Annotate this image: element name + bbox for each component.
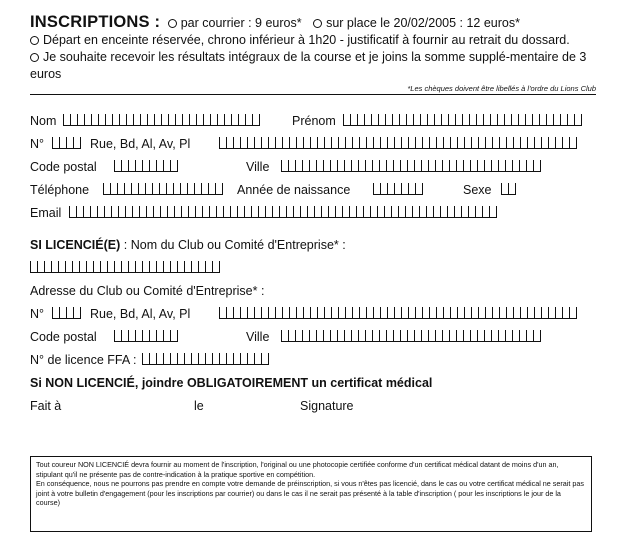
club-name-label: : Nom du Club ou Comité d'Entreprise* : (123, 238, 346, 252)
medical-disclaimer-box (30, 456, 592, 532)
registration-title: INSCRIPTIONS : (30, 13, 161, 31)
fait-a-label: Fait à (30, 399, 62, 413)
club-name-row (30, 257, 596, 280)
results-option-radio[interactable] (30, 53, 39, 62)
birth-year-input[interactable] (373, 183, 423, 195)
numero-input[interactable] (52, 137, 81, 149)
club-numero-label: N° (30, 307, 45, 321)
nom-label: Nom (30, 114, 57, 128)
club-address-label-row (30, 280, 596, 303)
prenom-label: Prénom (292, 114, 336, 128)
onsite-option-radio[interactable] (313, 19, 322, 28)
phone-row (30, 179, 596, 202)
prenom-input[interactable] (343, 114, 582, 126)
street-type-label: Rue, Bd, Al, Av, Pl (90, 137, 191, 151)
disclaimer-paragraph-1: Tout coureur NON LICENCIÉ devra fournir au moment de l'inscription, l'original ou une photocopie certifiée conforme d'un certificat médical datant de moins d'un an, stipulant qu'il ne présente pas de contre-indication à la pratique sportive en compétition. (36, 460, 559, 479)
date-label: le (194, 399, 204, 413)
phone-input[interactable] (103, 183, 223, 195)
club-postal-code-label: Code postal (30, 330, 97, 344)
postal-code-label: Code postal (30, 160, 97, 174)
street-row (30, 133, 596, 156)
club-street-type-label: Rue, Bd, Al, Av, Pl (90, 307, 191, 321)
ville-label: Ville (246, 160, 270, 174)
club-address-label: Adresse du Club ou Comité d'Entreprise* : (30, 284, 265, 298)
club-ville-label: Ville (246, 330, 270, 344)
non-licence-notice: Si NON LICENCIÉ, joindre OBLIGATOIREMENT un certificat médical (30, 376, 433, 390)
mail-option-label: par courrier : 9 euros* (180, 16, 302, 30)
non-licence-row (30, 372, 596, 395)
registration-heading (30, 14, 596, 32)
postal-code-input[interactable] (114, 160, 178, 172)
club-numero-input[interactable] (52, 307, 81, 319)
results-option-label: Je souhaite recevoir les résultats intégraux de la course et je joins la somme supplé-mentaire de 3 euros (30, 50, 587, 81)
sexe-label: Sexe (463, 183, 492, 197)
club-postal-code-input[interactable] (114, 330, 178, 342)
disclaimer-paragraph-2: En conséquence, nous ne pourrons pas prendre en compte votre demande de préinscription, si vous n'êtes pas licencié, dans le cas ou votre certificat médical ne serait pas joint à votre bulletin d'engagement (pour les inscriptions par courrier) ou dans le cas il ne serait pas présenté à la table d'inscription ( pour les inscriptions le jour de la course) (36, 479, 584, 508)
club-name-input[interactable] (30, 261, 220, 273)
nom-input[interactable] (63, 114, 260, 126)
licence-header-row (30, 234, 596, 257)
name-row (30, 110, 596, 133)
ville-input[interactable] (281, 160, 541, 172)
street-input[interactable] (219, 137, 577, 149)
results-option (30, 49, 596, 83)
sexe-input[interactable] (501, 183, 516, 195)
numero-label: N° (30, 137, 45, 151)
enclosure-option-radio[interactable] (30, 36, 39, 45)
email-row (30, 202, 596, 225)
ffa-row (30, 349, 596, 372)
signature-row (30, 395, 596, 418)
onsite-option-label: sur place le 20/02/2005 : 12 euros* (326, 16, 520, 30)
club-postal-row (30, 326, 596, 349)
club-street-input[interactable] (219, 307, 577, 319)
ffa-licence-label: N° de licence FFA : (30, 353, 137, 367)
licence-section-title: SI LICENCIÉ(E) (30, 238, 121, 252)
birth-year-label: Année de naissance (237, 183, 351, 197)
club-street-row (30, 303, 596, 326)
phone-label: Téléphone (30, 183, 90, 197)
signature-label: Signature (300, 399, 354, 413)
club-ville-input[interactable] (281, 330, 541, 342)
enclosure-option (30, 32, 596, 49)
mail-option-radio[interactable] (168, 19, 177, 28)
email-input[interactable] (69, 206, 497, 218)
postal-row (30, 156, 596, 179)
email-label: Email (30, 206, 62, 220)
cheque-note: *Les chèques doivent être libellés à l'ordre du Lions Club (30, 84, 596, 95)
registration-form (30, 14, 596, 418)
ffa-licence-input[interactable] (142, 353, 269, 365)
enclosure-option-label: Départ en enceinte réservée, chrono inférieur à 1h20 - justificatif à fournir au retrait du dossard. (43, 33, 570, 47)
